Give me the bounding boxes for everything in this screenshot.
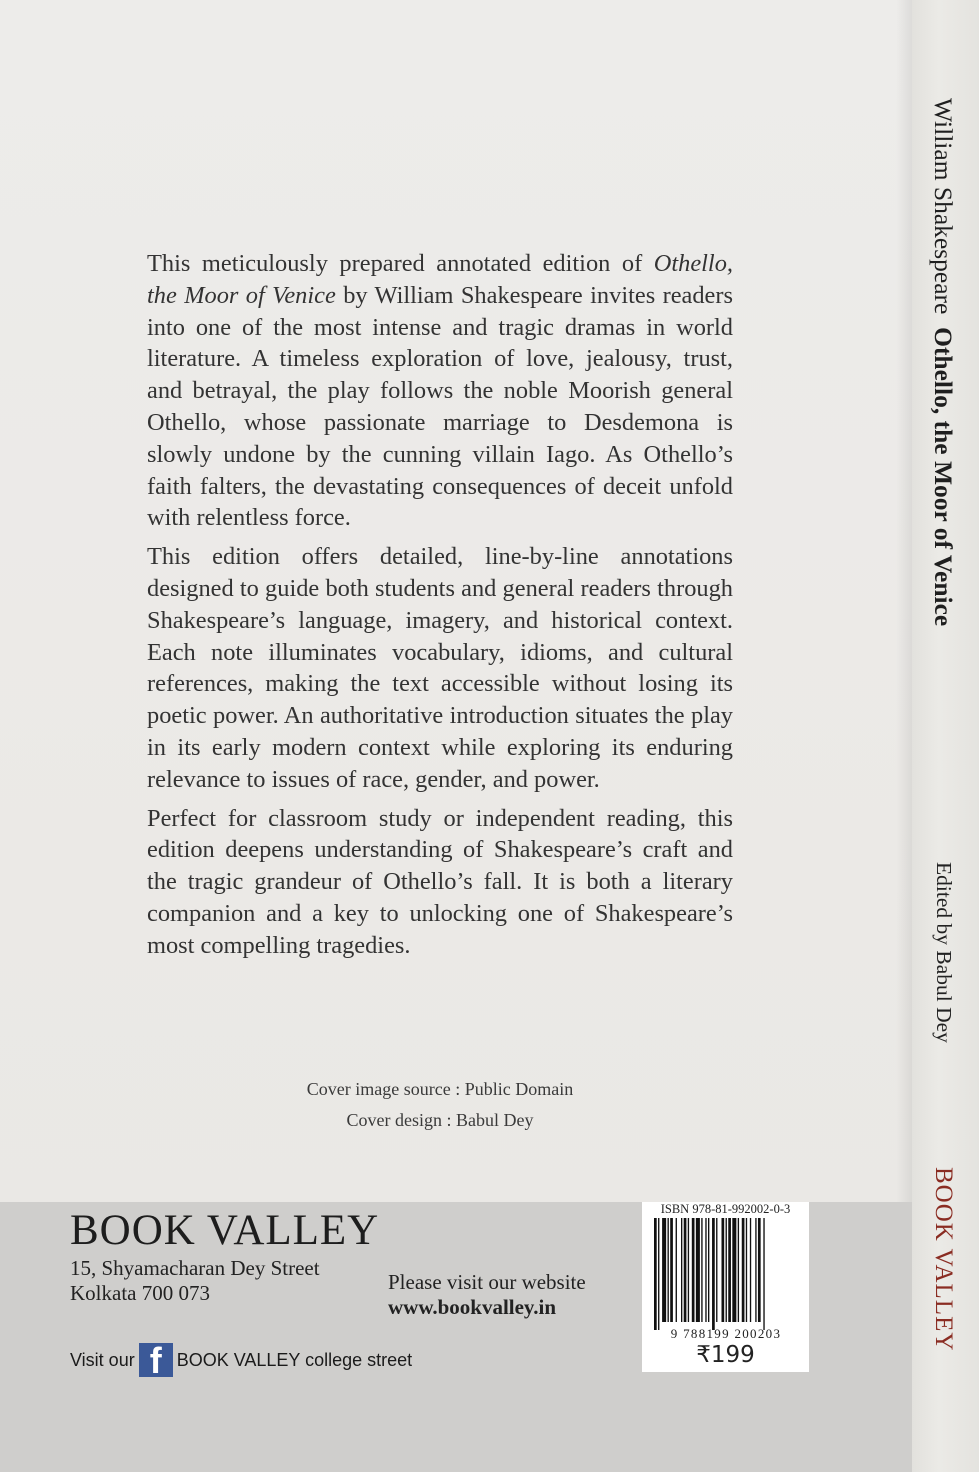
facebook-prefix: Visit our xyxy=(70,1349,135,1370)
spine-logo: BOOK VALLEY xyxy=(930,1167,957,1352)
spine-editor: Edited by Babul Dey xyxy=(932,862,956,1043)
spine-title: Othello, the Moor of Venice xyxy=(929,327,958,627)
website-prompt: Please visit our website xyxy=(388,1270,586,1294)
publisher-logo: BOOK VALLEY xyxy=(70,1207,380,1254)
blurb-paragraph-3: Perfect for classroom study or independent reading, this edition deepens understanding of Shakespeare’s craft and the tragic grandeur of Othello’s fall. It is both a literary companion and a key to unlocking one of Shakespeare’s most compelling tragedies. xyxy=(147,804,733,959)
price-label: ₹199 xyxy=(696,1342,755,1368)
facebook-icon[interactable]: f xyxy=(139,1343,173,1377)
blurb-paragraph-1: This meticulously prepared annotated edition of Othello, the Moor of Venice by William Shakespeare invites readers into one of the most intense and tragic dramas in world literature. A timeless exploration of love, jealousy, trust, and betrayal, the play follows the noble Moorish general Othello, whose passionate marriage to Desdemona is slowly undone by the cunning villain Iago. As Othello’s faith falters, the devastating consequences of deceit unfold with relentless force. xyxy=(147,250,733,532)
barcode-icon xyxy=(654,1218,804,1332)
barcode-digits: 9 788199 200203 xyxy=(670,1326,782,1341)
cover-image-source: Cover image source : Public Domain xyxy=(306,1079,574,1099)
cover-credits xyxy=(147,1074,733,1136)
isbn-label: ISBN 978-81-992002-0-3 xyxy=(660,1202,791,1216)
blurb-paragraph-2: This edition offers detailed, line-by-line annotations designed to guide both students and general readers through Shakespeare’s language, imagery, and historical context. Each note illuminates vocabulary, idioms, and cultural references, making the text accessible without losing its poetic power. An authoritative introduction situates the play in its early modern context while exploring its enduring relevance to issues of race, gender, and power. xyxy=(147,543,733,793)
blurb-title-italic: Othello, the Moor of Venice xyxy=(147,250,733,309)
website-info xyxy=(388,1270,586,1320)
spine-title-line xyxy=(928,98,958,626)
barcode-box xyxy=(642,1202,809,1372)
blurb xyxy=(147,248,733,969)
website-url[interactable]: www.bookvalley.in xyxy=(388,1295,557,1319)
facebook-page-name[interactable]: BOOK VALLEY college street xyxy=(176,1349,413,1370)
address-line-1: 15, Shyamacharan Dey Street xyxy=(70,1256,320,1280)
spine-author: William Shakespeare xyxy=(929,98,958,315)
publisher-address xyxy=(70,1256,320,1306)
address-line-2: Kolkata 700 073 xyxy=(70,1281,210,1305)
cover-design-credit: Cover design : Babul Dey xyxy=(346,1110,534,1130)
facebook-row xyxy=(70,1342,412,1378)
